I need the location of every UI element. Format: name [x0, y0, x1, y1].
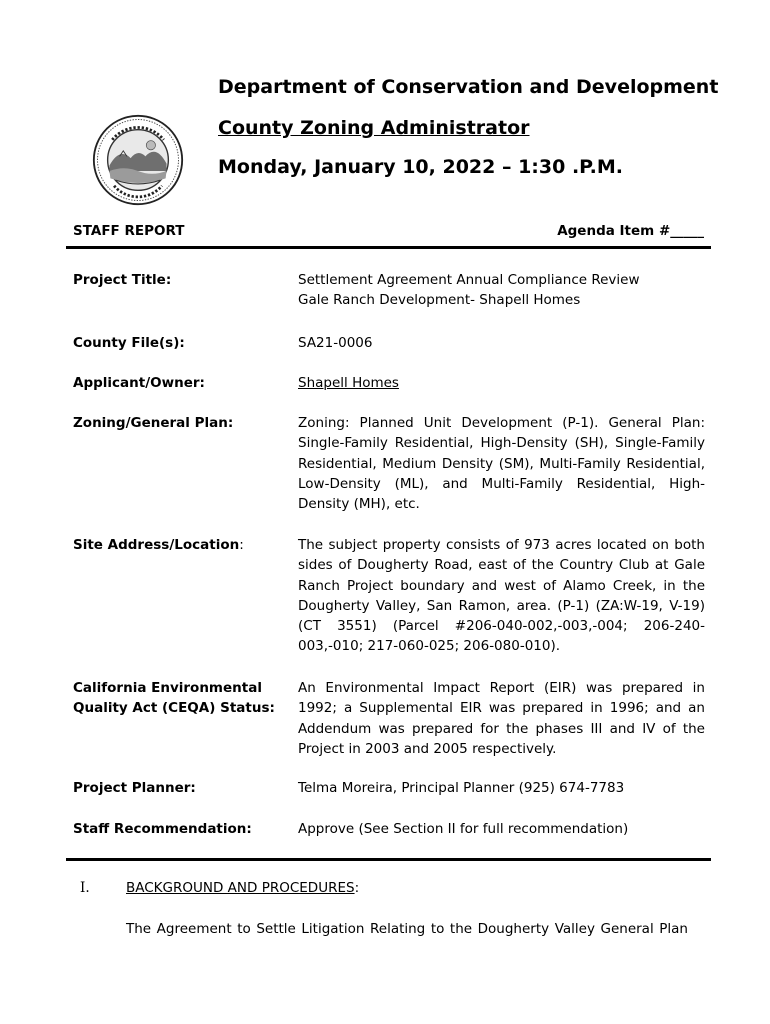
planner-value: Telma Moreira, Principal Planner (925) 674-7783 [298, 780, 625, 796]
ceqa-value: An Environmental Impact Report (EIR) was prepared in 1992; a Supplemental EIR was prepared in 1996; and an Addendum was prepared for the phases III and IV of the Project in 2003 and 2005 respectively. [298, 680, 705, 757]
header-divider [66, 246, 711, 249]
zoning-label: Zoning/General Plan: [73, 415, 234, 431]
site-label [73, 535, 283, 555]
project-title-line1: Settlement Agreement Annual Compliance Review [298, 272, 640, 288]
meeting-date: Monday, January 10, 2022 – 1:30 .P.M. [218, 156, 623, 178]
site-label-text: Site Address/Location [73, 537, 240, 553]
applicant-label: Applicant/Owner: [73, 375, 205, 391]
planner-label: Project Planner: [73, 780, 196, 796]
section-paragraph: The Agreement to Settle Litigation Relating to the Dougherty Valley General Plan [126, 921, 688, 937]
recommendation-value: Approve (See Section II for full recommendation) [298, 821, 629, 837]
project-title-value [298, 270, 705, 311]
county-seal-icon [92, 114, 184, 206]
section-title-text: BACKGROUND AND PROCEDURES [126, 880, 355, 896]
county-files-value: SA21-0006 [298, 335, 373, 351]
office-heading: County Zoning Administrator [218, 117, 530, 139]
project-title-label: Project Title: [73, 272, 172, 288]
report-type: STAFF REPORT [73, 223, 185, 239]
department-heading: Department of Conservation and Development [218, 76, 719, 98]
section-divider [66, 858, 711, 861]
project-title-line2: Gale Ranch Development- Shapell Homes [298, 292, 581, 309]
section-title-colon: : [354, 880, 360, 896]
zoning-value: Zoning: Planned Unit Development (P-1). General Plan: Single-Family Residential, High-Density (SH), Single-Family Residential, Medium Density (SM), Multi-Family Residential, Low-Density (ML), and Multi-Family Residential, High-Density (MH), etc. [298, 415, 705, 513]
section-number: I. [80, 880, 90, 896]
ceqa-label-line1: California Environmental [73, 680, 262, 696]
ceqa-label [73, 678, 283, 718]
applicant-value: Shapell Homes [298, 375, 399, 391]
recommendation-label: Staff Recommendation: [73, 821, 252, 837]
site-label-colon: : [239, 537, 244, 553]
county-files-label: County File(s): [73, 335, 185, 351]
site-value: The subject property consists of 973 acres located on both sides of Dougherty Road, east of the Country Club at Gale Ranch Project boundary and west of Alamo Creek, in the Dougherty Valley, San Ramon, area. (P-1) (ZA:W-19, V-19) (CT 3551) (Parcel #206-040-002,-003,-004; 206-240-003,-010; 217-060-025; 206-080-010). [298, 537, 705, 655]
agenda-item: Agenda Item #_____ [557, 223, 704, 239]
section-title [126, 880, 359, 896]
ceqa-label-line2: Quality Act (CEQA) Status: [73, 700, 275, 716]
